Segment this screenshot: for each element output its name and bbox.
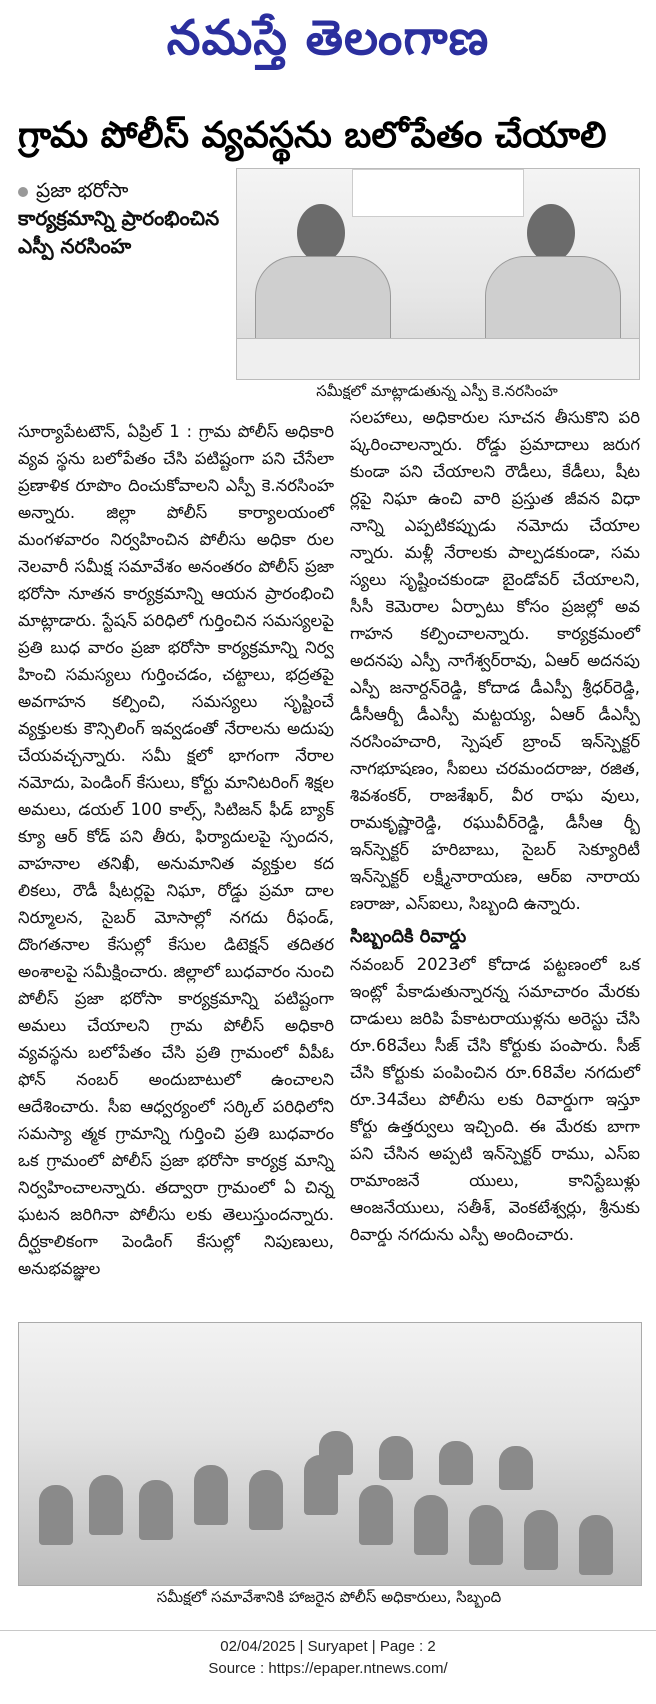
photo-meeting-attendees xyxy=(18,1322,642,1586)
article-headline: గ్రామ పోలీస్ వ్యవస్థను బలోపేతం చేయాలి xyxy=(18,115,607,156)
article-subhead: కార్యక్రమాన్ని ప్రారంభించిన ఎస్పీ నరసింహ xyxy=(18,206,220,258)
article-right-column xyxy=(350,404,640,1248)
photo-desk xyxy=(237,338,639,379)
photo-sp-speaking xyxy=(236,168,640,380)
article-deck xyxy=(18,176,240,260)
article-body-right: సలహాలు, అధికారుల సూచన తీసుకొని పరి ష్కరించాలన్నారు. రోడ్డు ప్రమాదాలు జరుగ కుండా పని చేయాలని రౌడీలు, కేడీలు, షీట ర్లపై నిఘా ఉంచి వారి ప్రస్తుత జీవన విధా నాన్ని ఎప్పటికప్పుడు నమోదు చేయాల న్నారు. మళ్లీ నేరాలకు పాల్పడకుండా, సమ స్యలు సృష్టించకుండా బైండోవర్ చేయాలని, సీసీ కెమెరాల ఏర్పాటు కోసం ప్రజల్లో అవ గాహన కల్పించాలన్నారు. కార్యక్రమంలో అదనపు ఎస్పీ నాగేశ్వర్‌రావు, ఏఆర్ అదనపు ఎస్పీ జనార్దన్‌రెడ్డి, కోదాడ డీఎస్పీ శ్రీధర్‌రెడ్డి, డీసీఆర్బీ డీఎస్పీ మట్టయ్య, ఏఆర్ డీఎస్పీ నరసింహచారి, స్పెషల్ బ్రాంచ్ ఇన్‌స్పెక్టర్ నాగభూషణం, సీఐలు చరమందరాజు, రజిత, శివశంకర్, రాజశేఖర్, వీర రాఘ వులు, రామకృష్ణారెడ్డి, రఘువీర్‌రెడ్డి, డీసీఆ ర్బీ ఇన్‌స్పెక్టర్ హరిబాబు, సైబర్ సెక్యూరిటీ ఇన్‌స్పెక్టర్ లక్ష్మీనారాయణ, ఆర్ఐ నారాయ ణరాజు, ఎస్ఐలు, సిబ్బంది ఉన్నారు. xyxy=(350,408,640,913)
photo-crowd xyxy=(19,1405,641,1585)
masthead xyxy=(0,0,656,92)
newspaper-logo: నమస్తే తెలంగాణ xyxy=(166,10,490,66)
bullet-icon xyxy=(18,187,28,197)
footer-divider xyxy=(0,1630,656,1631)
article-kicker: ప్రజా భరోసా xyxy=(36,178,129,202)
page-footer xyxy=(0,1636,656,1680)
article-body-left: సూర్యాపేటటౌన్, ఏప్రిల్ 1 : గ్రామ పోలీస్ అధికారి వ్యవ స్థను బలోపేతం చేసి పటిష్టంగా పని చేసేలా ప్రణాళిక రూపొం దించుకోవాలని ఎస్పీ కె.నరసింహ అన్నారు. జిల్లా పోలీస్ కార్యాలయంలో మంగళవారం నిర్వహించిన పోలీసు అధికా రుల నెలవారీ సమీక్ష సమావేశం అనంతరం పోలీస్ ప్రజా భరోసా నూతన కార్యక్రమాన్ని ఆయన ప్రారంభించి మాట్లాడారు. స్టేషన్ పరిధిలో గుర్తించిన సమస్యలపై ప్రతి బుధ వారం ప్రజా భరోసా కార్యక్రమాన్ని నిర్వ హించి సమస్యలు గుర్తించడం, చట్టాలు, భద్రతపై అవగాహన కల్పించి, సమస్యలు సృష్టించే వ్యక్తులకు కౌన్సిలింగ్ ఇవ్వడంతో నేరాలను అదుపు చేయవచ్చన్నారు. సమీ క్షలో భాగంగా నేరాల నమోదు, పెండింగ్ కేసులు, కోర్టు మానిటరింగ్ శిక్షల అమలు, డయల్ 100 కాల్స్, సిటిజన్ ఫీడ్ బ్యాక్ క్యూ ఆర్ కోడ్ పని తీరు, ఫిర్యాదులపై స్పందన, వాహనాల తనిఖీ, అనుమానిత వ్యక్తుల కద లికలు, రౌడీ షీటర్లపై నిఘా, రోడ్డు ప్రమా దాల నిర్మూలన, సైబర్ మోసాల్లో నగదు రీఫండ్, దొంగతనాల కేసుల్లో కేసుల డిటెక్షన్ తదితర అంశాలపై సమీక్షించారు. జిల్లాలో బుధవారం నుంచి పోలీస్ ప్రజా భరోసా కార్యక్రమాన్ని పటిష్టంగా అమలు చేయాలని గ్రామ పోలీస్ అధికారి వ్యవస్థను బలోపేతం చేసి ప్రతి గ్రామంలో వీపీఓ ఫోన్ నంబర్ అందుబాటులో ఉంచాలని ఆదేశించారు. సీఐ ఆధ్వర్యంలో సర్కిల్ పరిధిలోని సమస్యా త్మక గ్రామాన్ని గుర్తించి ప్రతి బుధవారం ఒక గ్రామంలో పోలీస్ ప్రజా భరోసా కార్యక్ర మాన్ని నిర్వహించాలన్నారు. తద్వారా గ్రామంలో ఏ చిన్న ఘటన జరిగినా పోలీసు లకు తెలుస్తుందన్నారు. దీర్ఘకాలికంగా పెండింగ్ కేసుల్లో నిపుణులు, అనుభవజ్ఞుల xyxy=(18,422,334,1278)
sidebar-body: నవంబర్ 2023లో కోదాడ పట్టణంలో ఒక ఇంట్లో పేకాడుతున్నారన్న సమాచారం మేరకు దాడులు జరిపి పేకాటరాయుళ్లను అరెస్టు చేసి రూ.68వేలు సీజ్ చేసి కోర్టుకు పంపారు. సీజ్ చేసి కోర్టుకు పంపించిన రూ.68వేల నగదులో రూ.34వేలు పోలీసు లకు రివార్డుగా ఇస్తూ కోర్టు ఉత్తర్వులు ఇచ్చింది. ఈ మేరకు బాగా పని చేసిన అప్పటి ఇన్‌స్పెక్టర్ రాము, ఎస్ఐ రామాంజనే యులు, కానిస్టేబుళ్లు ఆంజనేయులు, సతీశ్, వెంకటేశ్వర్లు, శ్రీనుకు రివార్డు నగదును ఎస్పీ అందించారు. xyxy=(350,955,640,1244)
sidebar-heading: సిబ్బందికి రివార్డు xyxy=(350,926,467,947)
footer-edition-info: 02/04/2025 | Suryapet | Page : 2 xyxy=(220,1638,436,1655)
footer-source: Source : https://epaper.ntnews.com/ xyxy=(208,1660,448,1677)
photo-caption-bottom: సమీక్షలో సమావేశానికి హాజరైన పోలీస్ అధికారులు, సిబ్బంది xyxy=(156,1588,502,1606)
photo-caption-top: సమీక్షలో మాట్లాడుతున్న ఎస్పీ కె.నరసింహ xyxy=(316,382,558,400)
